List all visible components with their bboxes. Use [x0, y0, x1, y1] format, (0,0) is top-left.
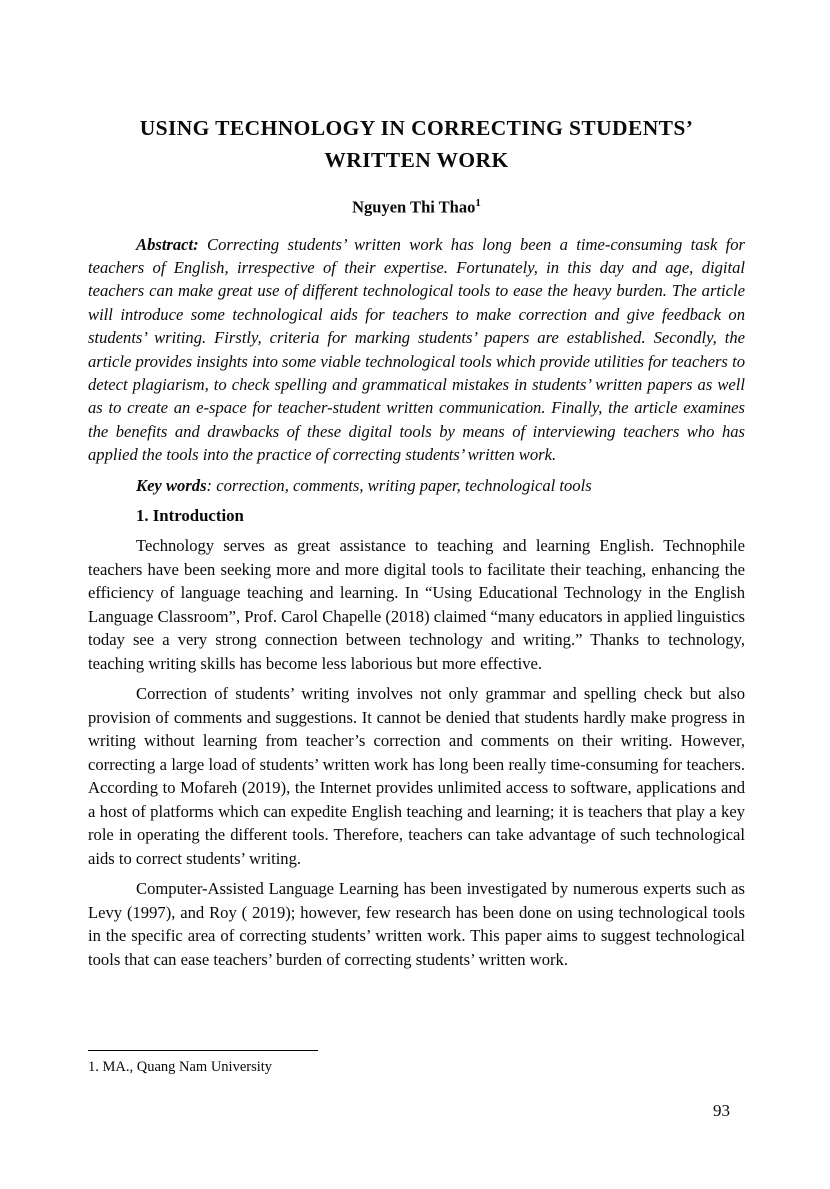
keywords-line: [88, 474, 745, 497]
keywords-text: : correction, comments, writing paper, technological tools: [206, 475, 592, 495]
footnote-text: 1. MA., Quang Nam University: [88, 1059, 273, 1075]
abstract-text: Correcting students’ written work has long been a time-consuming task for teachers of English, irrespective of their expertise. Fortunately, in this day and age, digital teachers can make great use of different technological tools to ease the heavy burden. The article will introduce some technological aids for teachers to make correction and give feedback on students’ writing. Firstly, criteria for marking students’ papers are established. Secondly, the article provides insights into some viable technological tools which provide utilities for teachers to detect plagiarism, to check spelling and grammatical mistakes in students’ written papers as well as to create an e-space for teacher-student written communication. Finally, the article examines the benefits and drawbacks of these digital tools by means of interviewing teachers who has applied the tools into the practice of correcting students’ written work.: [88, 234, 745, 465]
abstract-paragraph: [88, 233, 745, 467]
paper-title: [88, 112, 745, 176]
paper-title-line-2: WRITTEN WORK: [324, 148, 509, 172]
section-heading-introduction: 1. Introduction: [136, 505, 244, 525]
author-line: [88, 193, 745, 218]
intro-paragraph-1: Technology serves as great assistance to teaching and learning English. Technophile teachers have been seeking more and more digital tools to facilitate their teaching, enhancing the efficiency of language teaching and learning. In “Using Educational Technology in the English Language Classroom”, Prof. Carol Chapelle (2018) claimed “many educators in applied linguistics today see a very strong connection between technology and writing.” Thanks to technology, teaching writing skills has become less laborious but more effective.: [88, 536, 745, 673]
author-affiliation-ref: 1: [475, 197, 481, 209]
keywords-label: Key words: [136, 475, 207, 495]
abstract-label: Abstract:: [136, 234, 199, 254]
author-name: Nguyen Thi Thao: [352, 197, 476, 217]
footnote-divider: [88, 1050, 318, 1051]
paper-title-line-1: USING TECHNOLOGY IN CORRECTING STUDENTS’: [139, 116, 694, 140]
page-number: 93: [713, 1101, 730, 1120]
intro-paragraph-3: Computer-Assisted Language Learning has been investigated by numerous experts such as Levy (1997), and Roy ( 2019); however, few research has been done on using technological tools in the specific area of correcting students’ written work. This paper aims to suggest technological tools that can ease teachers’ burden of correcting students’ written work.: [88, 879, 745, 969]
footnote-area: [88, 1050, 745, 1076]
intro-paragraph-2: Correction of students’ writing involves not only grammar and spelling check but also provision of comments and suggestions. It cannot be denied that students hardly make progress in writing without learning from teacher’s correction and comments on their writing. However, correcting a large load of students’ written work has long been really time-consuming for teachers. According to Mofareh (2019), the Internet provides unlimited access to software, applications and a host of platforms which can expedite English teaching and learning; it is teachers that play a key role in operating the different tools. Therefore, teachers can take advantage of such technological aids to correct students’ writing.: [88, 684, 745, 868]
